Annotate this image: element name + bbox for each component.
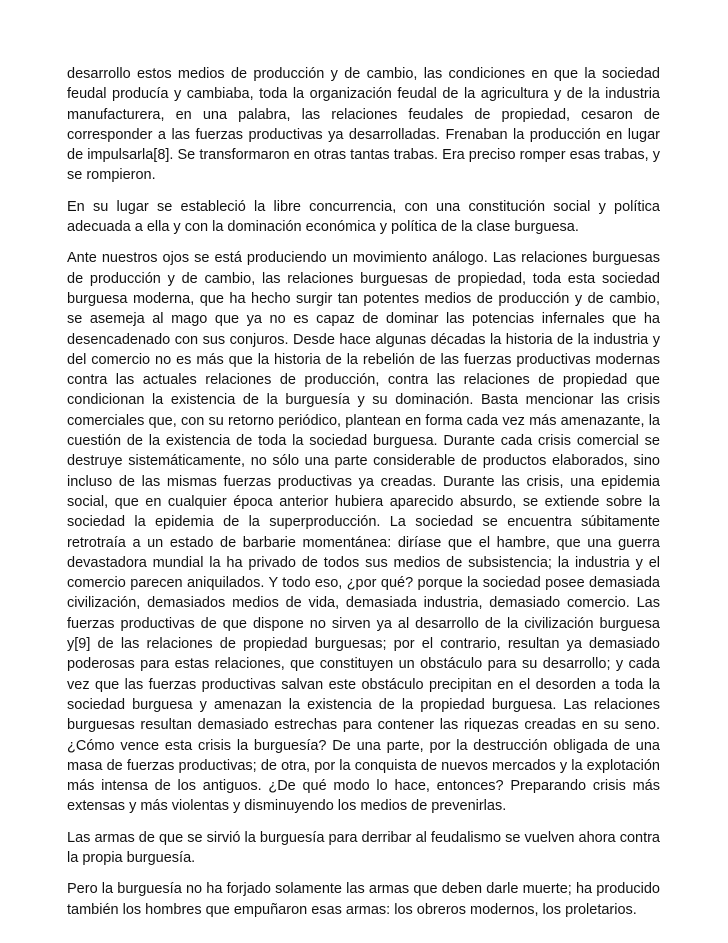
paragraph-weapons-of-bourgeoisie: Las armas de que se sirvió la burguesía para derribar al feudalismo se vuelven ahora contra la propia burguesía.: [67, 829, 660, 866]
document-body: [67, 64, 660, 931]
paragraph-commercial-crises: Ante nuestros ojos se está produciendo un movimiento análogo. Las relaciones burguesas de producción y de cambio, las relaciones burguesas de propiedad, toda esta sociedad burguesa moderna, que ha hecho surgir tan potentes medios de producción y de cambio, se asemeja al mago que ya no es capaz de dominar las potencias infernales que ha desencadenado con sus conjuros. Desde hace algunas décadas la historia de la industria y del comercio no es más que la historia de la rebelión de las fuerzas productivas modernas contra las actuales relaciones de producción, contra las relaciones de propiedad que condicionan la existencia de la burguesía y su dominación. Basta mencionar las crisis comerciales que, con su retorno periódico, plantean en forma cada vez más amenazante, la cuestión de la existencia de toda la sociedad burguesa. Durante cada crisis comercial se destruye sistemáticamente, no sólo una parte considerable de productos elaborados, sino incluso de las mismas fuerzas productivas ya creadas. Durante las crisis, una epidemia social, que en cualquier época anterior hubiera aparecido absurdo, se extiende sobre la sociedad la epidemia de la superproducción. La sociedad se encuentra súbitamente retrotraía a un estado de barbarie momentánea: diríase que el hambre, que una guerra devastadora mundial la ha privado de todos sus medios de subsistencia; la industria y el comercio parecen aniquilados. Y todo eso, ¿por qué? porque la sociedad posee demasiada civilización, demasiados medios de vida, demasiada industria, demasiado comercio. Las fuerzas productivas de que dispone no sirven ya al desarrollo de la civilización burguesa y[9] de las relaciones de propiedad burguesas; por el contrario, resultan ya demasiado poderosas para estas relaciones, que constituyen un obstáculo para su desarrollo; y cada vez que las fuerzas productivas salvan este obstáculo precipitan en el desorden a toda la sociedad burguesa y amenazan la existencia de la propiedad burguesa. Las relaciones burguesas resultan demasiado estrechas para contener las riquezas creadas en su seno. ¿Cómo vence esta crisis la burguesía? De una parte, por la destrucción obligada de una masa de fuerzas productivas; de otra, por la conquista de nuevos mercados y la explotación más intensa de los antiguos. ¿De qué modo lo hace, entonces? Preparando crisis más extensas y más violentas y disminuyendo los medios de prevenirlas.: [67, 250, 660, 815]
paragraph-feudal-relations: desarrollo estos medios de producción y de cambio, las condiciones en que la sociedad feudal producía y cambiaba, toda la organización feudal de la agricultura y de la industria manufacturera, en una palabra, las relaciones feudales de propiedad, cesaron de corresponder a las fuerzas productivas ya desarrolladas. Frenaban la producción en lugar de impulsarla[8]. Se transformaron en otras tantas trabas. Era preciso romper esas trabas, y se rompieron.: [67, 66, 660, 184]
paragraph-free-competition: En su lugar se estableció la libre concurrencia, con una constitución social y política adecuada a ella y con la dominación económica y política de la clase burguesa.: [67, 198, 660, 236]
paragraph-proletarians: Pero la burguesía no ha forjado solamente las armas que deben darle muerte; ha producido también los hombres que empuñaron esas armas: los obreros modernos, los proletarios.: [67, 881, 660, 918]
